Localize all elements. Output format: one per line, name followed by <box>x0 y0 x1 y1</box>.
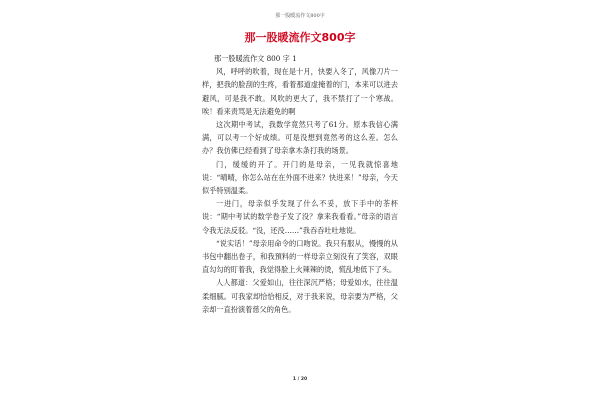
paragraph: 这次期中考试，我数学竟然只考了61分。原本我信心满满，可以考一个好成绩。可是没想到竟然考的这么差。怎么办？我仿佛已经看到了母亲拿木条打我的场景。 <box>202 120 398 156</box>
paragraph: 人人都道：父爱如山，往往深沉严格；母爱如水，往往温柔细腻。可我家却恰恰相反，对于我来说，母亲要为严格，父亲却一直扮演着慈父的角色。 <box>202 278 398 314</box>
paragraph: 门，缓缓的开了。开门的是母亲，一见我就惊喜地说：“晴晴，你怎么站在在外面不进来？快进来！”母亲，今天似乎特别温柔。 <box>202 159 398 196</box>
document-subtitle: 那一股暖流作文 800 字 1 <box>214 54 297 63</box>
paragraph: 一进门，母亲似乎发现了什么不妥，放下手中的茶杯说：“期中考试的数学卷子发了没？拿来我看看。”母亲的语言令我无法反驳。“没，还没……”我吞吞吐吐地说。 <box>202 199 398 235</box>
running-header: 那一股暖流作文800字 <box>275 13 325 19</box>
document-body <box>202 52 398 316</box>
paragraph: “说实话！”母亲用命令的口吻说。我只有服从，慢慢的从书包中翻出卷子，和我預料的一样母亲立刻没有了笑容，双眼直勾勾的盯着我，我觉得脸上火辣辣的烫，慌乱地低下了头。 <box>202 238 398 275</box>
paragraph: 风，呼呼的吹着，现在是十月，快要入冬了，风像刀片一样，把我的脸刮的生疼，看着那道虚掩着的门，本来可以进去避风，可是我不敢。风吹的更大了，我不禁打了一个寒战。唉！看来责骂是无法避免的啊 <box>202 67 398 116</box>
document-title: 那一股暖流作文800字 <box>244 31 356 44</box>
page-number: 1 / 20 <box>292 377 308 382</box>
